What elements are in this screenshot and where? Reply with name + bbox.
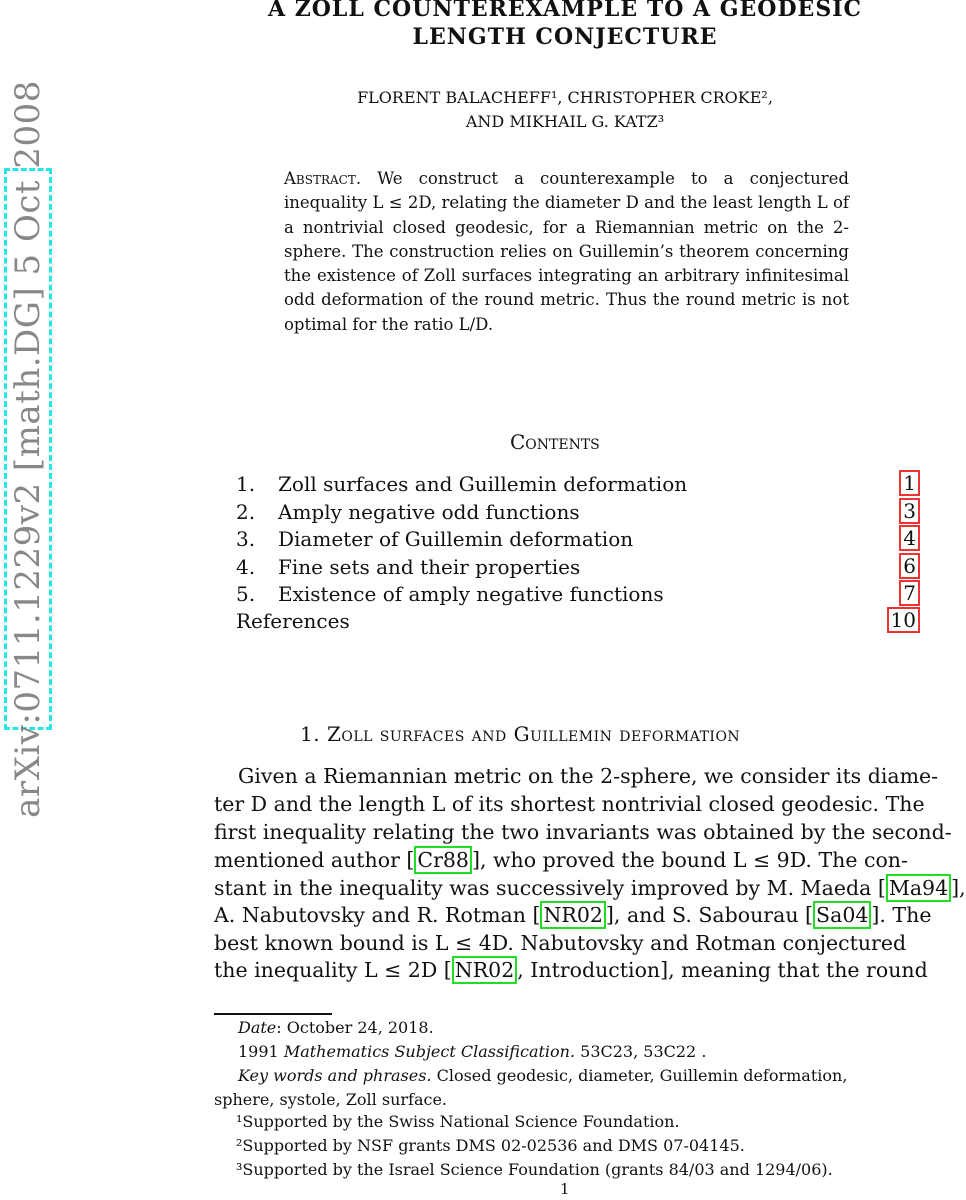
toc-title: Diameter of Guillemin deformation (278, 527, 634, 551)
toc-item[interactable] (236, 582, 920, 609)
toc-number: 4. (236, 555, 256, 579)
paper-title-line-1: A ZOLL COUNTEREXAMPLE TO A GEODESIC (267, 0, 863, 22)
body-line (214, 790, 925, 818)
toc-title: Zoll surfaces and Guillemin deformation (278, 472, 688, 496)
page-number: 1 (560, 1180, 570, 1198)
contents-heading: Contents (510, 430, 600, 454)
date-value: : October 24, 2018. (276, 1018, 434, 1037)
toc-page-link[interactable]: 3 (899, 498, 920, 524)
citation-link[interactable]: NR02 (540, 901, 605, 929)
footnote-rule (214, 1013, 332, 1015)
authors-line-1: FLORENT BALACHEFF¹, CHRISTOPHER CROKE², (357, 88, 773, 107)
body-line (214, 929, 918, 957)
abstract-text: We construct a counterexample to a conjectured inequality L ≤ 2D, relating the diameter D and the least length L of a nontrivial closed geodesic, for a Riemannian metric on the 2-sphere. The construction relies on Guillemin’s theorem concerning the existence of Zoll surfaces integrating an arbitrary infinitesimal odd deformation of the round metric. Thus the round metric is not optimal for the ratio L/D. (284, 169, 849, 334)
body-line (214, 818, 952, 846)
toc-number: 1. (236, 472, 256, 496)
toc-title: Fine sets and their properties (278, 555, 581, 579)
toc-item[interactable] (236, 527, 920, 554)
toc-number: 3. (236, 527, 256, 551)
keywords-label: Key words and phrases. (238, 1066, 432, 1085)
footnote-2: ²Supported by NSF grants DMS 02-02536 and DMS 07-04145. (236, 1136, 745, 1155)
toc-title: Amply negative odd functions (278, 500, 580, 524)
footnote-date (238, 1016, 942, 1040)
citation-link[interactable]: Ma94 (886, 874, 951, 902)
paper-title-line-2: LENGTH CONJECTURE (412, 24, 718, 50)
toc-page-link[interactable]: 1 (899, 470, 920, 496)
msc-year: 1991 (238, 1042, 284, 1061)
footnote-keywords (238, 1064, 942, 1088)
footnote-3: ³Supported by the Israel Science Foundation (grants 84/03 and 1294/06). (236, 1160, 833, 1179)
body-text-run: mentioned author [ (214, 848, 415, 872)
toc-title: References (236, 609, 350, 633)
body-text-run: ], (951, 876, 966, 900)
toc-page-link[interactable]: 4 (899, 525, 920, 551)
body-text-run: ], who proved the bound L ≤ 9D. The con- (471, 848, 908, 872)
msc-value: 53C23, 53C22 . (575, 1042, 707, 1061)
keywords-line-2: sphere, systole, Zoll surface. (214, 1090, 448, 1109)
body-text-run: A. Nabutovsky and R. Rotman [ (214, 903, 541, 927)
toc-references[interactable] (236, 609, 920, 636)
keywords-line-1: Closed geodesic, diameter, Guillemin deformation, (431, 1066, 848, 1085)
body-text-run: Given a Riemannian metric on the 2-sphere, we consider its diame- (238, 764, 939, 788)
authors-line-2: AND MIKHAIL G. KATZ³ (465, 112, 665, 131)
toc-item[interactable] (236, 500, 920, 527)
body-text-run: best known bound is L ≤ 4D. Nabutovsky and Rotman conjectured (214, 931, 907, 955)
toc-item[interactable] (236, 555, 920, 582)
footnote-1: ¹Supported by the Swiss National Science Foundation. (236, 1112, 680, 1131)
body-text-run: the inequality L ≤ 2D [ (214, 958, 452, 982)
toc-page-link[interactable]: 7 (899, 580, 920, 606)
toc-number: 2. (236, 500, 256, 524)
body-text-run: ter D and the length L of its shortest nontrivial closed geodesic. The (214, 792, 925, 816)
section-heading: 1. Zoll surfaces and Guillemin deformation (300, 722, 741, 746)
body-line (214, 956, 928, 984)
body-text-run: ]. The (871, 903, 932, 927)
toc-title: Existence of amply negative functions (278, 582, 664, 606)
footnote-msc (238, 1040, 942, 1064)
body-line (214, 846, 918, 874)
toc-page-link[interactable]: 10 (887, 607, 920, 633)
abstract-label: Abstract. (284, 169, 362, 188)
toc-number: 5. (236, 582, 256, 606)
toc-page-link[interactable]: 6 (899, 553, 920, 579)
body-line (214, 901, 932, 929)
toc-item[interactable] (236, 472, 920, 499)
arxiv-stamp[interactable] (4, 80, 52, 818)
body-text-run: ], and S. Sabourau [ (605, 903, 814, 927)
citation-link[interactable]: Sa04 (813, 901, 871, 929)
citation-link[interactable]: NR02 (452, 956, 517, 984)
body-line (238, 762, 942, 790)
body-text-run: , Introduction], meaning that the round (517, 958, 928, 982)
body-line (214, 874, 966, 902)
msc-label: Mathematics Subject Classification. (283, 1042, 576, 1061)
abstract (284, 167, 849, 337)
citation-link[interactable]: Cr88 (414, 846, 472, 874)
body-text-run: first inequality relating the two invariants was obtained by the second- (214, 820, 952, 844)
arxiv-stamp-text: arXiv:0711.1229v2 [math.DG] 5 Oct 2008 (8, 80, 48, 818)
date-label: Date (238, 1018, 277, 1037)
body-text-run: stant in the inequality was successively improved by M. Maeda [ (214, 876, 886, 900)
